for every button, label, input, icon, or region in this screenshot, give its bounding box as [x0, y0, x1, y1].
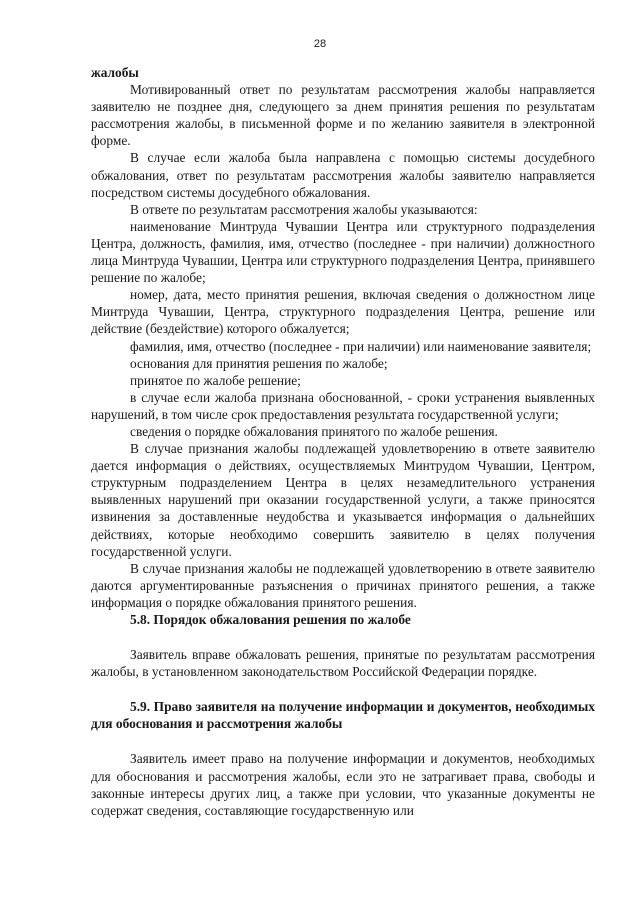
list-item: номер, дата, место принятия решения, включая сведения о должностном лице Минтруда Чувашии, Центра, структурного подразделения Центра, решение или действие (бездействие) которого обжалуется; [91, 287, 595, 337]
list-item: основания для принятия решения по жалобе; [130, 355, 388, 371]
paragraph: В ответе по результатам рассмотрения жалобы указываются: [130, 201, 478, 217]
list-item: фамилия, имя, отчество (последнее - при наличии) или наименование заявителя; [130, 338, 592, 354]
list-item: в случае если жалоба признана обоснованной, - сроки устранения выявленных нарушений, в том числе срок предоставления результата государственной услуги; [91, 389, 595, 422]
paragraph: Заявитель вправе обжаловать решения, принятые по результатам рассмотрения жалобы, в установленном законодательством Российской Федерации порядке. [91, 647, 595, 680]
section-heading-5-9: 5.9. Право заявителя на получение информации и документов, необходимых для обоснования и рассмотрения жалобы [91, 699, 595, 732]
list-item: наименование Минтруда Чувашии Центра или структурного подразделения Центра, должность, фамилия, имя, отчество (последнее - при наличии) должностного лица Минтруда Чувашии, Центра или структурного подразделения Центра, принявшего решение по жалобе; [91, 218, 595, 286]
list-item: сведения о порядке обжалования принятого по жалобе решения. [130, 423, 498, 439]
paragraph: Мотивированный ответ по результатам рассмотрения жалобы направляется заявителю не позднее дня, следующего за днем принятия решения по результатам рассмотрения жалобы, в письменной форме и по желанию заявителя в электронной форме. [91, 82, 595, 149]
paragraph: В случае признания жалобы не подлежащей удовлетворению в ответе заявителю даются аргументированные разъяснения о причинах принятого решения, а также информация о порядке обжалования принятого решения. [91, 560, 595, 610]
document-body [91, 64, 595, 819]
section-heading-5-8: 5.8. Порядок обжалования решения по жалобе [130, 612, 411, 627]
paragraph: Заявитель имеет право на получение информации и документов, необходимых для обоснования и рассмотрения жалобы, если это не затрагивает права, свободы и законные интересы других лиц, а также при условии, что указанные документы не содержат сведения, составляющие государственную или [91, 751, 595, 818]
paragraph: В случае если жалоба была направлена с помощью системы досудебного обжалования, ответ по результатам рассмотрения жалобы заявителю направляется посредством системы досудебного обжалования. [91, 150, 595, 200]
page-number: 28 [313, 38, 327, 50]
paragraph: В случае признания жалобы подлежащей удовлетворению в ответе заявителю дается информация о действиях, осуществляемых Минтрудом Чувашии, Центром, структурным подразделением Центра в целях незамедлительного устранения выявленных нарушений при оказании государственной услуги, а также приносятся извинения за доставленные неудобства и указывается информация о дальнейших действиях, которые необходимо совершить заявителю в целях получения государственной услуги. [91, 441, 595, 559]
paragraph-heading-continuation: жалобы [91, 65, 139, 80]
list-item: принятое по жалобе решение; [130, 372, 301, 388]
